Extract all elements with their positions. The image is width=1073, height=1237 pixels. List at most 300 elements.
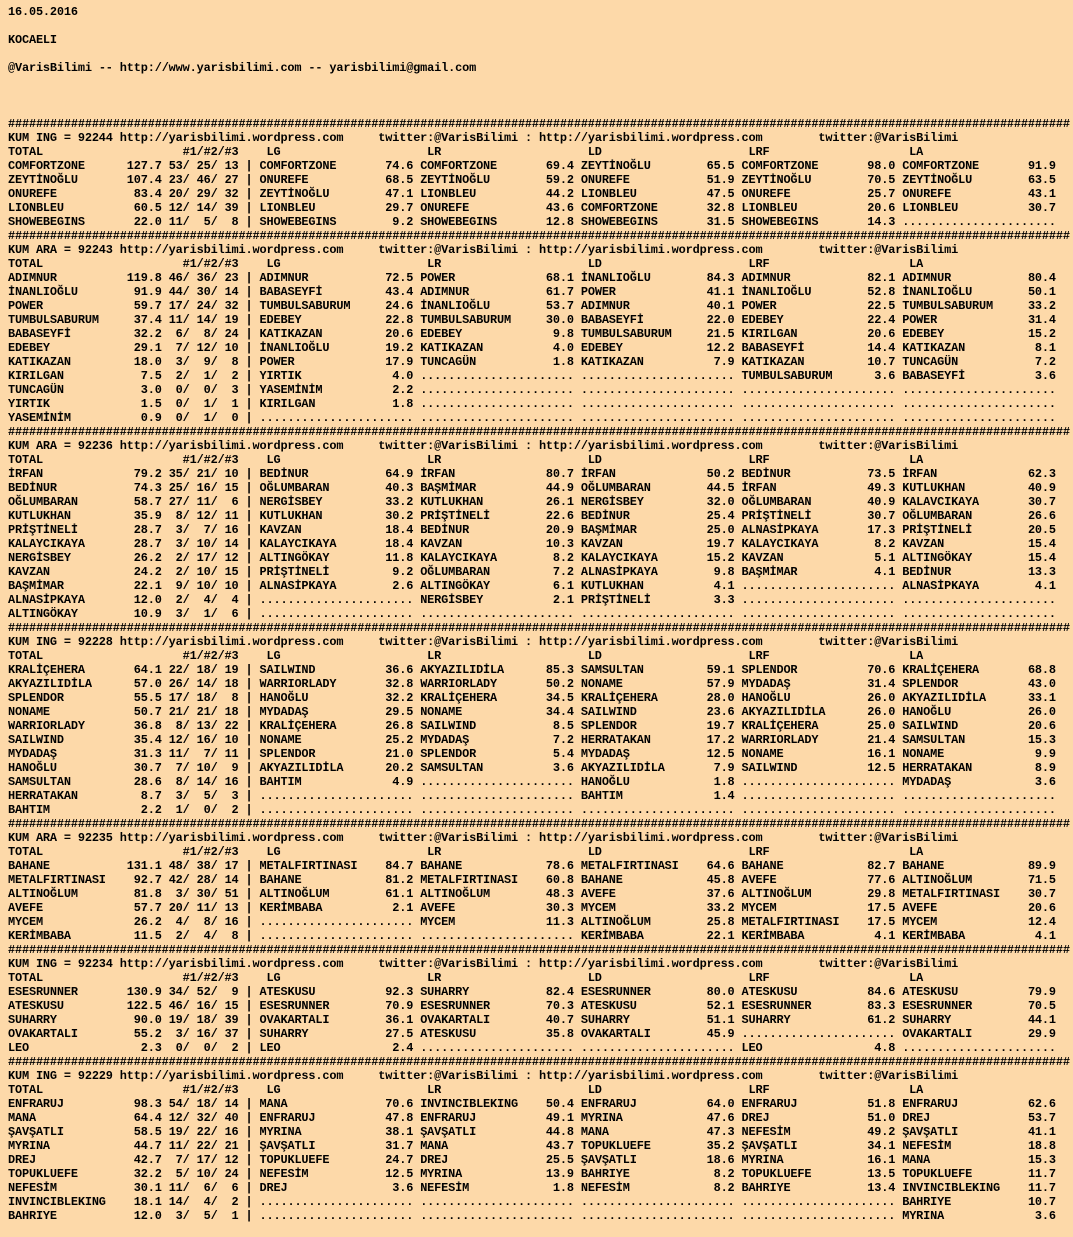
total-score: 12.0 bbox=[112, 1209, 162, 1223]
ld-entry: COMFORTZONE 32.8 bbox=[580, 201, 742, 215]
label-places: #1/#2/#3 bbox=[182, 649, 267, 663]
total-score: 37.4 bbox=[112, 313, 162, 327]
table-row bbox=[8, 1209, 1070, 1223]
gap bbox=[762, 439, 818, 453]
total-score: 24.2 bbox=[112, 565, 162, 579]
total-score: 64.1 bbox=[112, 663, 162, 677]
total-places: 3/ 7/ 16 | bbox=[161, 523, 260, 537]
table-row bbox=[8, 411, 1070, 425]
lr-entry: EDEBEY 9.8 bbox=[420, 327, 581, 341]
race-header bbox=[8, 1069, 1070, 1083]
race-link[interactable]: http://yarisbilimi.wordpress.com bbox=[119, 439, 344, 453]
lrf-entry: ALNASİPKAYA 17.3 bbox=[741, 523, 903, 537]
lr-entry: ADIMNUR 61.7 bbox=[420, 285, 581, 299]
table-row bbox=[8, 719, 1070, 733]
lrf-entry: ATESKUSU 84.6 bbox=[741, 985, 903, 999]
la-entry: ...................... bbox=[902, 215, 1056, 229]
total-places: 11/ 14/ 19 | bbox=[161, 313, 260, 327]
la-entry: MYCEM 12.4 bbox=[902, 915, 1056, 929]
ld-entry: KALAYCIKAYA 15.2 bbox=[580, 551, 742, 565]
table-row bbox=[8, 467, 1070, 481]
label-ld: LD bbox=[587, 145, 749, 159]
lrf-entry: BABASEYFİ 14.4 bbox=[741, 341, 903, 355]
la-entry: NONAME 9.9 bbox=[902, 747, 1056, 761]
total-places: 3/ 9/ 8 | bbox=[161, 355, 260, 369]
report-city: KOCAELI bbox=[8, 33, 57, 47]
label-ld: LD bbox=[587, 845, 749, 859]
table-row bbox=[8, 173, 1070, 187]
lrf-entry: AKYAZILIDİLA 26.0 bbox=[741, 705, 903, 719]
table-row bbox=[8, 1125, 1070, 1139]
table-row bbox=[8, 985, 1070, 999]
race-link[interactable]: http://yarisbilimi.wordpress.com bbox=[119, 131, 344, 145]
column-headers bbox=[8, 257, 1070, 271]
total-score: 2.2 bbox=[112, 803, 162, 817]
ld-entry: SHOWEBEGINS 31.5 bbox=[580, 215, 742, 229]
total-name: METALFIRTINASI bbox=[8, 873, 113, 887]
total-places: 11/ 5/ 8 | bbox=[161, 215, 260, 229]
table-row bbox=[8, 1167, 1070, 1181]
total-score: 90.0 bbox=[112, 1013, 162, 1027]
lrf-entry: ...................... bbox=[741, 789, 903, 803]
lg-entry: ONUREFE 68.5 bbox=[259, 173, 421, 187]
total-score: 79.2 bbox=[112, 467, 162, 481]
separator-line: ######################################################################################################################################################## bbox=[8, 943, 1070, 957]
ld-entry: ALTINOĞLUM 25.8 bbox=[580, 915, 742, 929]
total-score: 30.1 bbox=[112, 1181, 162, 1195]
column-headers bbox=[8, 971, 1070, 985]
lrf-entry: NONAME 16.1 bbox=[741, 747, 903, 761]
total-score: 42.7 bbox=[112, 1153, 162, 1167]
total-places: 46/ 36/ 23 | bbox=[161, 271, 260, 285]
total-score: 22.0 bbox=[112, 215, 162, 229]
lg-entry: ENFRARUJ 47.8 bbox=[259, 1111, 421, 1125]
total-places: 25/ 16/ 15 | bbox=[161, 481, 260, 495]
lrf-entry: ONUREFE 25.7 bbox=[741, 187, 903, 201]
lg-entry: PRİŞTİNELİ 9.2 bbox=[259, 565, 421, 579]
la-entry: INVINCIBLEKING 11.7 bbox=[902, 1181, 1056, 1195]
label-places: #1/#2/#3 bbox=[182, 145, 267, 159]
race-link-2[interactable]: : http://yarisbilimi.wordpress.com bbox=[517, 243, 763, 257]
lg-entry: SPLENDOR 21.0 bbox=[259, 747, 421, 761]
separator-line: ######################################################################################################################################################## bbox=[8, 1055, 1070, 1069]
total-score: 122.5 bbox=[112, 999, 162, 1013]
twitter-label-2: twitter:@VarisBilimi bbox=[818, 635, 959, 649]
ld-entry: HERRATAKAN 17.2 bbox=[580, 733, 742, 747]
twitter-label: twitter:@VarisBilimi bbox=[378, 439, 518, 453]
lg-entry: NONAME 25.2 bbox=[259, 733, 421, 747]
la-entry: İRFAN 62.3 bbox=[902, 467, 1056, 481]
total-name: MYRINA bbox=[8, 1139, 113, 1153]
race-link[interactable]: http://yarisbilimi.wordpress.com bbox=[119, 831, 344, 845]
total-places: 35/ 21/ 10 | bbox=[161, 467, 260, 481]
lr-entry: SAMSULTAN 3.6 bbox=[420, 761, 581, 775]
lg-entry: BEDİNUR 64.9 bbox=[259, 467, 421, 481]
lg-entry: TOPUKLUEFE 24.7 bbox=[259, 1153, 421, 1167]
label-lr: LR bbox=[427, 649, 588, 663]
total-places: 14/ 4/ 2 | bbox=[161, 1195, 260, 1209]
lg-entry: LIONBLEU 29.7 bbox=[259, 201, 421, 215]
race-link-2[interactable]: : http://yarisbilimi.wordpress.com bbox=[517, 439, 763, 453]
label-places: #1/#2/#3 bbox=[182, 1083, 267, 1097]
la-entry: AVEFE 20.6 bbox=[902, 901, 1056, 915]
ld-entry: PRİŞTİNELİ 3.3 bbox=[580, 593, 742, 607]
lg-entry: LEO 2.4 bbox=[259, 1041, 421, 1055]
total-score: 91.9 bbox=[112, 285, 162, 299]
ld-entry: OVAKARTALI 45.9 bbox=[580, 1027, 742, 1041]
race-title: KUM ING = 92234 bbox=[8, 957, 120, 971]
lrf-entry: MYCEM 17.5 bbox=[741, 901, 903, 915]
total-name: KALAYCIKAYA bbox=[8, 537, 113, 551]
total-score: 26.2 bbox=[112, 551, 162, 565]
race-link[interactable]: http://yarisbilimi.wordpress.com bbox=[119, 635, 344, 649]
label-lr: LR bbox=[427, 145, 588, 159]
lg-entry: KUTLUKHAN 30.2 bbox=[259, 509, 421, 523]
lg-entry: AKYAZILIDİLA 20.2 bbox=[259, 761, 421, 775]
total-score: 18.1 bbox=[112, 1195, 162, 1209]
gap bbox=[762, 243, 818, 257]
table-row bbox=[8, 1153, 1070, 1167]
total-places: 2/ 17/ 12 | bbox=[161, 551, 260, 565]
gap bbox=[343, 957, 378, 971]
lr-entry: İRFAN 80.7 bbox=[420, 467, 581, 481]
total-name: SAMSULTAN bbox=[8, 775, 113, 789]
total-name: MANA bbox=[8, 1111, 113, 1125]
separator-line: ######################################################################################################################################################## bbox=[8, 817, 1070, 831]
total-places: 46/ 16/ 15 | bbox=[161, 999, 260, 1013]
total-score: 107.4 bbox=[112, 173, 162, 187]
lg-entry: WARRIORLADY 32.8 bbox=[259, 677, 421, 691]
label-lg: LG bbox=[266, 145, 428, 159]
twitter-label-2: twitter:@VarisBilimi bbox=[818, 131, 959, 145]
label-lg: LG bbox=[266, 453, 428, 467]
total-name: SAILWIND bbox=[8, 733, 113, 747]
la-entry: SAMSULTAN 15.3 bbox=[902, 733, 1056, 747]
lrf-entry: SHOWEBEGINS 14.3 bbox=[741, 215, 903, 229]
lr-entry: ENFRARUJ 49.1 bbox=[420, 1111, 581, 1125]
la-entry: MANA 15.3 bbox=[902, 1153, 1056, 1167]
total-name: ONUREFE bbox=[8, 187, 113, 201]
total-places: 2/ 4/ 4 | bbox=[161, 593, 260, 607]
lg-entry: ATESKUSU 92.3 bbox=[259, 985, 421, 999]
lr-entry: SHOWEBEGINS 12.8 bbox=[420, 215, 581, 229]
ld-entry: MYRINA 47.6 bbox=[580, 1111, 742, 1125]
lg-entry: BABASEYFİ 43.4 bbox=[259, 285, 421, 299]
lrf-entry: TUMBULSABURUM 3.6 bbox=[741, 369, 903, 383]
lrf-entry: ...................... bbox=[741, 593, 903, 607]
la-entry: ŞAVŞATLI 41.1 bbox=[902, 1125, 1056, 1139]
lrf-entry: OĞLUMBARAN 40.9 bbox=[741, 495, 903, 509]
total-places: 11/ 6/ 6 | bbox=[161, 1181, 260, 1195]
total-name: ATESKUSU bbox=[8, 999, 113, 1013]
la-entry: KALAVCIKAYA 30.7 bbox=[902, 495, 1056, 509]
total-name: ADIMNUR bbox=[8, 271, 113, 285]
lrf-entry: ...................... bbox=[741, 803, 903, 817]
gap bbox=[762, 957, 818, 971]
ld-entry: BAHRIYE 8.2 bbox=[580, 1167, 742, 1181]
la-entry: ...................... bbox=[902, 411, 1056, 425]
table-row bbox=[8, 1013, 1070, 1027]
lrf-entry: WARRIORLADY 21.4 bbox=[741, 733, 903, 747]
label-la: LA bbox=[909, 845, 924, 859]
total-score: 11.5 bbox=[112, 929, 162, 943]
total-places: 42/ 28/ 14 | bbox=[161, 873, 260, 887]
total-score: 2.3 bbox=[112, 1041, 162, 1055]
lr-entry: ...................... bbox=[420, 929, 581, 943]
gap bbox=[343, 131, 378, 145]
lrf-entry: ADIMNUR 82.1 bbox=[741, 271, 903, 285]
ld-entry: KUTLUKHAN 4.1 bbox=[580, 579, 742, 593]
email-link[interactable]: yarisbilimi@gmail.com bbox=[329, 61, 477, 75]
total-places: 17/ 24/ 32 | bbox=[161, 299, 260, 313]
race-link-2[interactable]: : http://yarisbilimi.wordpress.com bbox=[517, 635, 763, 649]
la-entry: SUHARRY 44.1 bbox=[902, 1013, 1056, 1027]
la-entry: PRİŞTİNELİ 20.5 bbox=[902, 523, 1056, 537]
website-link[interactable]: http://www.yarisbilimi.com bbox=[119, 61, 302, 75]
lg-entry: YASEMİNİM 2.2 bbox=[259, 383, 421, 397]
total-places: 6/ 8/ 24 | bbox=[161, 327, 260, 341]
total-name: SUHARRY bbox=[8, 1013, 113, 1027]
lr-entry: INVINCIBLEKING 50.4 bbox=[420, 1097, 581, 1111]
ld-entry: NEFESİM 8.2 bbox=[580, 1181, 742, 1195]
total-name: HANOĞLU bbox=[8, 761, 113, 775]
lrf-entry: BAŞMİMAR 4.1 bbox=[741, 565, 903, 579]
lrf-entry: İNANLIOĞLU 52.8 bbox=[741, 285, 903, 299]
total-places: 11/ 22/ 21 | bbox=[161, 1139, 260, 1153]
table-row bbox=[8, 1181, 1070, 1195]
race-link-2[interactable]: : http://yarisbilimi.wordpress.com bbox=[517, 131, 763, 145]
total-name: TOPUKLUEFE bbox=[8, 1167, 113, 1181]
lrf-entry: SPLENDOR 70.6 bbox=[741, 663, 903, 677]
lr-entry: POWER 68.1 bbox=[420, 271, 581, 285]
race-link-2[interactable]: : http://yarisbilimi.wordpress.com bbox=[517, 957, 763, 971]
lg-entry: ALTINGÖKAY 11.8 bbox=[259, 551, 421, 565]
table-row bbox=[8, 873, 1070, 887]
total-places: 19/ 18/ 39 | bbox=[161, 1013, 260, 1027]
lrf-entry: KATIKAZAN 10.7 bbox=[741, 355, 903, 369]
ld-entry: MANA 47.3 bbox=[580, 1125, 742, 1139]
lrf-entry: ...................... bbox=[741, 1027, 903, 1041]
lr-entry: ...................... bbox=[420, 397, 581, 411]
total-score: 74.3 bbox=[112, 481, 162, 495]
total-name: AVEFE bbox=[8, 901, 113, 915]
table-row bbox=[8, 593, 1070, 607]
contact-line bbox=[8, 61, 1070, 75]
lr-entry: ...................... bbox=[420, 803, 581, 817]
table-row bbox=[8, 915, 1070, 929]
total-score: 28.7 bbox=[112, 523, 162, 537]
total-name: OĞLUMBARAN bbox=[8, 495, 113, 509]
table-row bbox=[8, 299, 1070, 313]
la-entry: ALTINGÖKAY 15.4 bbox=[902, 551, 1056, 565]
lg-entry: ...................... bbox=[259, 593, 421, 607]
la-entry: ENFRARUJ 62.6 bbox=[902, 1097, 1056, 1111]
lrf-entry: LEO 4.8 bbox=[741, 1041, 903, 1055]
race-header bbox=[8, 635, 1070, 649]
total-name: SHOWEBEGINS bbox=[8, 215, 113, 229]
label-lrf: LRF bbox=[748, 257, 910, 271]
total-name: ŞAVŞATLI bbox=[8, 1125, 113, 1139]
la-entry: BAHANE 89.9 bbox=[902, 859, 1056, 873]
ld-entry: ...................... bbox=[580, 397, 742, 411]
ld-entry: BAHTIM 1.4 bbox=[580, 789, 742, 803]
total-score: 58.7 bbox=[112, 495, 162, 509]
total-score: 36.8 bbox=[112, 719, 162, 733]
lr-entry: MANA 43.7 bbox=[420, 1139, 581, 1153]
lg-entry: ...................... bbox=[259, 929, 421, 943]
label-total: TOTAL bbox=[8, 453, 183, 467]
ld-entry: BEDİNUR 25.4 bbox=[580, 509, 742, 523]
total-score: 35.4 bbox=[112, 733, 162, 747]
race-title: KUM ING = 92229 bbox=[8, 1069, 120, 1083]
ld-entry: TOPUKLUEFE 35.2 bbox=[580, 1139, 742, 1153]
race-link[interactable]: http://yarisbilimi.wordpress.com bbox=[119, 957, 344, 971]
la-entry: METALFIRTINASI 30.7 bbox=[902, 887, 1056, 901]
total-places: 19/ 22/ 16 | bbox=[161, 1125, 260, 1139]
lr-entry: PRİŞTİNELİ 22.6 bbox=[420, 509, 581, 523]
la-entry: ZEYTİNOĞLU 63.5 bbox=[902, 173, 1056, 187]
lr-entry: ...................... bbox=[420, 775, 581, 789]
label-lrf: LRF bbox=[748, 649, 910, 663]
table-row bbox=[8, 747, 1070, 761]
lr-entry: ZEYTİNOĞLU 59.2 bbox=[420, 173, 581, 187]
table-row bbox=[8, 285, 1070, 299]
race-link[interactable]: http://yarisbilimi.wordpress.com bbox=[119, 243, 344, 257]
table-row bbox=[8, 999, 1070, 1013]
total-places: 11/ 7/ 11 | bbox=[161, 747, 260, 761]
lg-entry: BAHTIM 4.9 bbox=[259, 775, 421, 789]
la-entry: ...................... bbox=[902, 397, 1056, 411]
lrf-entry: AVEFE 77.6 bbox=[741, 873, 903, 887]
lr-entry: ...................... bbox=[420, 1041, 581, 1055]
total-score: 1.5 bbox=[112, 397, 162, 411]
table-row bbox=[8, 691, 1070, 705]
la-entry: KRALİÇEHERA 68.8 bbox=[902, 663, 1056, 677]
total-name: MYDADAŞ bbox=[8, 747, 113, 761]
gap bbox=[343, 439, 378, 453]
total-places: 26/ 14/ 18 | bbox=[161, 677, 260, 691]
column-headers bbox=[8, 145, 1070, 159]
total-name: ESESRUNNER bbox=[8, 985, 113, 999]
lr-entry: NEFESİM 1.8 bbox=[420, 1181, 581, 1195]
total-name: DREJ bbox=[8, 1153, 113, 1167]
total-score: 81.8 bbox=[112, 887, 162, 901]
ld-entry: ŞAVŞATLI 18.6 bbox=[580, 1153, 742, 1167]
total-name: INVINCIBLEKING bbox=[8, 1195, 113, 1209]
column-headers bbox=[8, 649, 1070, 663]
total-places: 7/ 17/ 12 | bbox=[161, 1153, 260, 1167]
total-name: BABASEYFİ bbox=[8, 327, 113, 341]
la-entry: TOPUKLUEFE 11.7 bbox=[902, 1167, 1056, 1181]
ld-entry: SAMSULTAN 59.1 bbox=[580, 663, 742, 677]
lg-entry: ESESRUNNER 70.9 bbox=[259, 999, 421, 1013]
total-places: 23/ 46/ 27 | bbox=[161, 173, 260, 187]
table-row bbox=[8, 607, 1070, 621]
race-link-2[interactable]: : http://yarisbilimi.wordpress.com bbox=[517, 1069, 763, 1083]
la-entry: EDEBEY 15.2 bbox=[902, 327, 1056, 341]
label-lrf: LRF bbox=[748, 1083, 910, 1097]
label-total: TOTAL bbox=[8, 1083, 183, 1097]
lrf-entry: POWER 22.5 bbox=[741, 299, 903, 313]
lrf-entry: MYDADAŞ 31.4 bbox=[741, 677, 903, 691]
label-lr: LR bbox=[427, 257, 588, 271]
la-entry: DREJ 53.7 bbox=[902, 1111, 1056, 1125]
label-lr: LR bbox=[427, 1083, 588, 1097]
table-row bbox=[8, 887, 1070, 901]
label-total: TOTAL bbox=[8, 145, 183, 159]
lr-entry: NONAME 34.4 bbox=[420, 705, 581, 719]
lg-entry: DREJ 3.6 bbox=[259, 1181, 421, 1195]
table-row bbox=[8, 1027, 1070, 1041]
label-ld: LD bbox=[587, 971, 749, 985]
total-name: COMFORTZONE bbox=[8, 159, 113, 173]
ld-entry: LIONBLEU 47.5 bbox=[580, 187, 742, 201]
lrf-entry: ...................... bbox=[741, 1195, 903, 1209]
ld-entry: ...................... bbox=[580, 1195, 742, 1209]
la-entry: ALTINOĞLUM 71.5 bbox=[902, 873, 1056, 887]
total-score: 22.1 bbox=[112, 579, 162, 593]
la-entry: HERRATAKAN 8.9 bbox=[902, 761, 1056, 775]
race-link-2[interactable]: : http://yarisbilimi.wordpress.com bbox=[517, 831, 763, 845]
lr-entry: ALTINOĞLUM 48.3 bbox=[420, 887, 581, 901]
total-score: 50.7 bbox=[112, 705, 162, 719]
total-name: ENFRARUJ bbox=[8, 1097, 113, 1111]
la-entry: İNANLIOĞLU 50.1 bbox=[902, 285, 1056, 299]
lrf-entry: ENFRARUJ 51.8 bbox=[741, 1097, 903, 1111]
total-score: 64.4 bbox=[112, 1111, 162, 1125]
lg-entry: KATIKAZAN 20.6 bbox=[259, 327, 421, 341]
la-entry: ...................... bbox=[902, 1041, 1056, 1055]
lg-entry: MYRINA 38.1 bbox=[259, 1125, 421, 1139]
lr-entry: OVAKARTALI 40.7 bbox=[420, 1013, 581, 1027]
total-name: TUNCAGÜN bbox=[8, 383, 113, 397]
ld-entry: İNANLIOĞLU 84.3 bbox=[580, 271, 742, 285]
total-places: 17/ 18/ 8 | bbox=[161, 691, 260, 705]
total-score: 119.8 bbox=[112, 271, 162, 285]
total-score: 57.0 bbox=[112, 677, 162, 691]
total-name: KAVZAN bbox=[8, 565, 113, 579]
lrf-entry: PRİŞTİNELİ 30.7 bbox=[741, 509, 903, 523]
race-link[interactable]: http://yarisbilimi.wordpress.com bbox=[119, 1069, 344, 1083]
ld-entry: ESESRUNNER 80.0 bbox=[580, 985, 742, 999]
label-lrf: LRF bbox=[748, 971, 910, 985]
total-name: KIRILGAN bbox=[8, 369, 113, 383]
ld-entry: ADIMNUR 40.1 bbox=[580, 299, 742, 313]
label-lrf: LRF bbox=[748, 845, 910, 859]
lr-entry: MYRINA 13.9 bbox=[420, 1167, 581, 1181]
column-headers bbox=[8, 845, 1070, 859]
table-row bbox=[8, 733, 1070, 747]
lrf-entry: BAHANE 82.7 bbox=[741, 859, 903, 873]
la-entry: ...................... bbox=[902, 383, 1056, 397]
total-score: 83.4 bbox=[112, 187, 162, 201]
lr-entry: WARRIORLADY 50.2 bbox=[420, 677, 581, 691]
total-score: 29.1 bbox=[112, 341, 162, 355]
lr-entry: TUMBULSABURUM 30.0 bbox=[420, 313, 581, 327]
lg-entry: BAHANE 81.2 bbox=[259, 873, 421, 887]
lrf-entry: KALAYCIKAYA 8.2 bbox=[741, 537, 903, 551]
total-places: 20/ 11/ 13 | bbox=[161, 901, 260, 915]
total-score: 7.5 bbox=[112, 369, 162, 383]
lg-entry: ...................... bbox=[259, 1195, 421, 1209]
twitter-label-2: twitter:@VarisBilimi bbox=[818, 957, 959, 971]
lrf-entry: KERİMBABA 4.1 bbox=[741, 929, 903, 943]
table-row bbox=[8, 1097, 1070, 1111]
ld-entry: ...................... bbox=[580, 803, 742, 817]
table-row bbox=[8, 859, 1070, 873]
la-entry: BAHRIYE 10.7 bbox=[902, 1195, 1056, 1209]
total-places: 48/ 38/ 17 | bbox=[161, 859, 260, 873]
